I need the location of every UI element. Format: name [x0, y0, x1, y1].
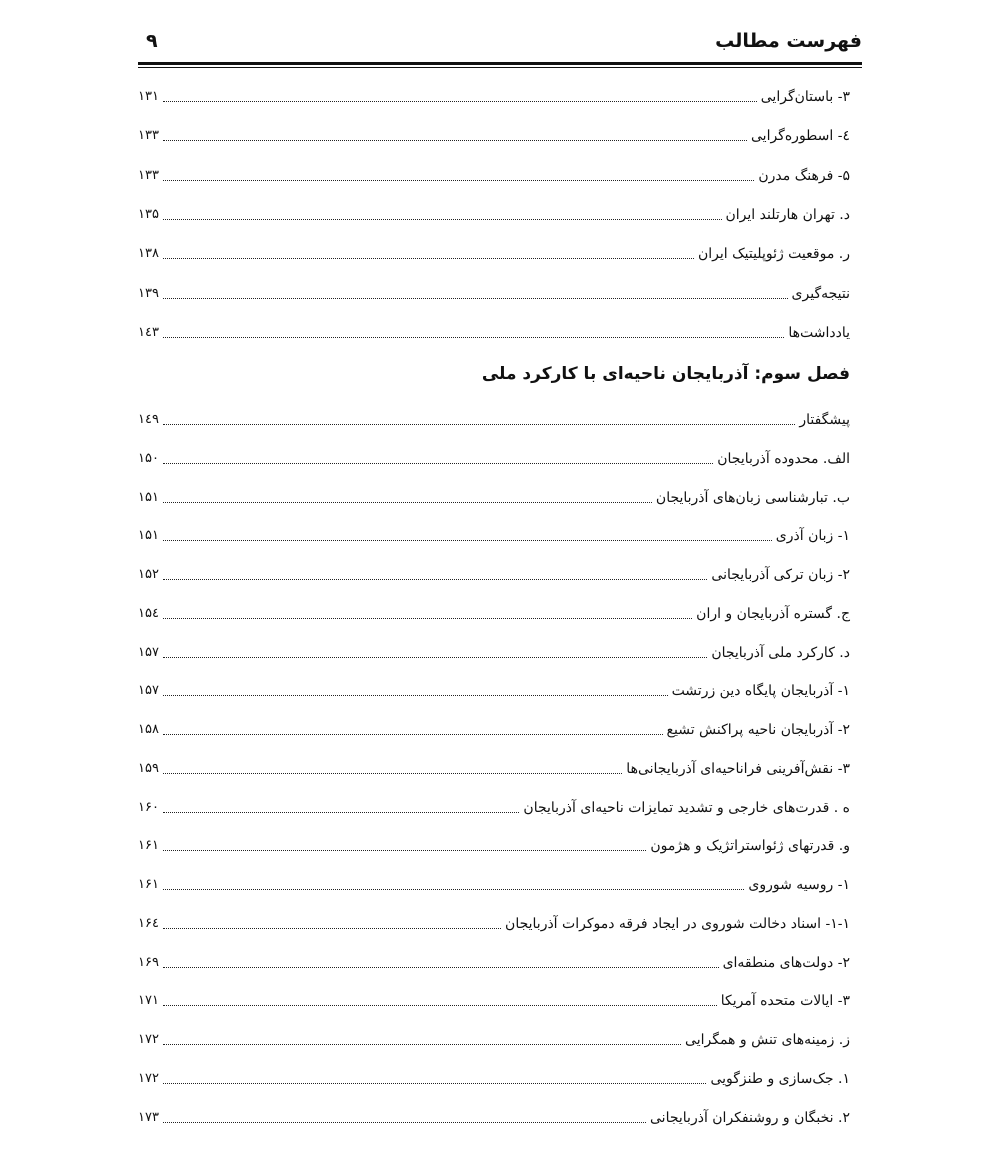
toc-dot-leader	[163, 617, 692, 619]
toc-dot-leader	[163, 694, 668, 696]
toc-entry-label: ب. تبارشناسی زبان‌های آذربایجان	[655, 489, 850, 506]
toc-entry	[138, 636, 850, 662]
toc-dot-leader	[163, 1043, 681, 1045]
toc-entry-page: ۱۶۱	[138, 838, 159, 854]
toc-entry-label: ۳- ایالات متحده آمریکا	[720, 993, 850, 1010]
toc-entry	[138, 442, 850, 468]
toc-entry	[138, 674, 850, 700]
toc-entry-label: ۳- نقش‌آفرینی فراناحیه‌ای آذربایجانی‌ها	[626, 760, 850, 777]
toc-entry	[138, 277, 850, 303]
toc-entry-label: ج. گستره آذربایجان و اران	[696, 605, 850, 622]
toc-entry	[138, 752, 850, 778]
toc-entry-page: ۱۶٤	[138, 915, 159, 931]
toc-dot-leader	[163, 772, 622, 774]
toc-entry-page: ۱۳۵	[138, 206, 159, 222]
toc-entry	[138, 558, 850, 584]
toc-entry-page: ۱۵۷	[138, 644, 159, 660]
toc-entry-page: ۱۷۳	[138, 1109, 159, 1125]
toc-entry	[138, 1023, 850, 1049]
toc-entry	[138, 237, 850, 263]
toc-entry	[138, 946, 850, 972]
toc-dot-leader	[163, 501, 652, 503]
toc-dot-leader	[163, 733, 663, 735]
toc-dot-leader	[163, 1082, 707, 1084]
toc-entry	[138, 198, 850, 224]
header-rule-thick	[138, 62, 862, 65]
page-header	[138, 28, 862, 60]
toc-entry	[138, 597, 850, 623]
toc-entry-page: ۱۳۹	[138, 285, 159, 301]
toc-dot-leader	[163, 578, 707, 580]
toc-entry-page: ۱۵۲	[138, 567, 159, 582]
toc-entry-label: ٤- اسطوره‌گرایی	[751, 128, 850, 145]
toc-entry-page: ۱٤۳	[138, 324, 159, 340]
header-rule-thin	[138, 67, 862, 68]
toc-dot-leader	[163, 966, 719, 968]
toc-entry-label: الف. محدوده آذربایجان	[717, 450, 850, 467]
toc-dot-leader	[163, 336, 784, 338]
toc-entry	[138, 519, 850, 545]
toc-entry-page: ۱۵۱	[138, 489, 159, 505]
toc-entry	[138, 1062, 850, 1088]
toc-entry	[138, 984, 850, 1010]
toc-entry-page: ۱۵۱	[138, 528, 159, 544]
toc-entry-page: ۱۳۸	[138, 246, 159, 262]
toc-entry	[138, 829, 850, 855]
toc-entry-page: ۱۶۱	[138, 877, 159, 892]
toc-entry-label: ۲- دولت‌های منطقه‌ای	[722, 954, 850, 971]
toc-entry	[138, 713, 850, 739]
toc-entry-label: ۳- باستان‌گرایی	[760, 89, 850, 105]
toc-dot-leader	[163, 1121, 646, 1123]
toc-entry-page: ۱۵۷	[138, 683, 159, 699]
chapter-heading: فصل سوم: آذربایجان ناحیه‌ای با کارکرد ملی	[481, 364, 850, 384]
toc-entry-label: ۵- فرهنگ مدرن	[758, 167, 850, 184]
toc-entry-label: ۱- زبان آذری	[775, 528, 850, 545]
toc-dot-leader	[163, 100, 757, 102]
toc-entry-label: نتیجه‌گیری	[791, 285, 850, 302]
toc-entry	[138, 316, 850, 342]
toc-entry-page: ۱۳۱	[138, 89, 159, 104]
toc-entry-label: ۱-۱- اسناد دخالت شوروی در ایجاد فرقه دموکرات آذربایجان	[505, 915, 850, 932]
toc-entry-page: ۱۵٤	[138, 605, 159, 621]
toc-entry-page: ۱۷۲	[138, 1070, 159, 1086]
toc-entry-label: ر. موقعیت ژئوپلیتیک ایران	[697, 246, 850, 263]
toc-entry-label: ۲. نخبگان و روشنفکران آذربایجانی	[650, 1109, 850, 1126]
toc-dot-leader	[163, 423, 795, 425]
toc-entry-label: ۱- آذربایجان پایگاه دین زرتشت	[671, 683, 850, 700]
toc-entry	[138, 791, 850, 817]
toc-entry-page: ۱۷۲	[138, 1032, 159, 1047]
toc-entry-label: یادداشت‌ها	[788, 324, 850, 341]
toc-dot-leader	[163, 139, 747, 141]
toc-entry-label: ۲- زبان ترکی آذربایجانی	[711, 567, 850, 583]
toc-entry-label: ۲- آذربایجان ناحیه پراکنش تشیع	[666, 722, 850, 738]
toc-entry	[138, 159, 850, 185]
toc-entry	[138, 119, 850, 145]
toc-entry-page: ۱۵۹	[138, 760, 159, 776]
toc-dot-leader	[163, 1004, 717, 1006]
toc-entry	[138, 868, 850, 894]
toc-entry	[138, 1101, 850, 1127]
toc-dot-leader	[163, 539, 772, 541]
toc-dot-leader	[163, 656, 707, 658]
toc-entry-page: ۱٤۹	[138, 412, 159, 427]
toc-dot-leader	[163, 811, 519, 813]
toc-dot-leader	[163, 218, 722, 220]
toc-entry-label: و. قدرتهای ژئواستراتژیک و هژمون	[650, 838, 850, 855]
toc-entry	[138, 481, 850, 507]
toc-entry-label: ۱- روسیه شوروی	[748, 877, 850, 893]
toc-entry-page: ۱۵۰	[138, 450, 159, 466]
toc-dot-leader	[163, 179, 754, 181]
toc-entry-page: ۱۶۰	[138, 799, 159, 815]
toc-entry-page: ۱۳۳	[138, 167, 159, 183]
toc-entry-label: ۱. جک‌سازی و طنزگویی	[710, 1070, 850, 1087]
toc-entry-label: ز. زمینه‌های تنش و همگرایی	[685, 1032, 850, 1048]
page-title: فهرست مطالب	[715, 30, 862, 52]
toc-entry-label: پیشگفتار	[799, 412, 850, 428]
toc-entry	[138, 80, 850, 106]
toc-dot-leader	[163, 462, 713, 464]
toc-entry-label: ه . قدرت‌های خارجی و تشدید تمایزات ناحیه‌ای آذربایجان	[523, 799, 850, 816]
toc-entry-label: د. تهران هارتلند ایران	[725, 206, 850, 223]
toc-entry-page: ۱۷۱	[138, 993, 159, 1009]
toc-dot-leader	[163, 849, 646, 851]
toc-entry-page: ۱۳۳	[138, 128, 159, 144]
toc-entry-label: د. کارکرد ملی آذربایجان	[711, 644, 850, 661]
toc-entry	[138, 907, 850, 933]
toc-dot-leader	[163, 297, 788, 299]
toc-entry-page: ۱۵۸	[138, 722, 159, 737]
toc-dot-leader	[163, 888, 744, 890]
page-number: ۹	[146, 30, 158, 52]
toc-dot-leader	[163, 257, 694, 259]
toc-entry	[138, 403, 850, 429]
toc-dot-leader	[163, 927, 501, 929]
toc-entry-page: ۱۶۹	[138, 954, 159, 970]
